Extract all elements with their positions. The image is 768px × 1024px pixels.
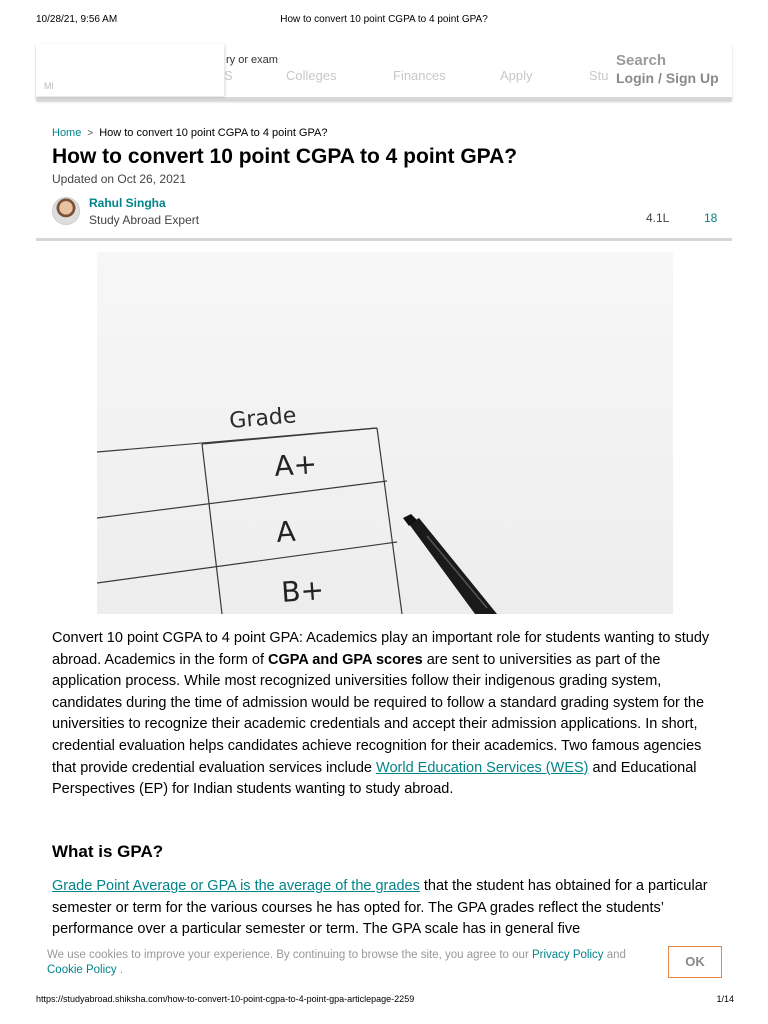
- intro-text-1: Convert 10 point CGPA to 4 point GPA: Academics play an important role for students wanting to study abroad. Academics in the form of: [52, 630, 710, 668]
- comment-count-link[interactable]: 18: [704, 211, 718, 225]
- hero-image: [97, 252, 673, 614]
- breadcrumb: [52, 127, 327, 139]
- privacy-policy-link[interactable]: Privacy Policy: [531, 949, 604, 961]
- cookie-message: [47, 948, 627, 978]
- search-button[interactable]: Search: [616, 52, 667, 69]
- cookie-text: We use cookies to improve your experience. By continuing to browse the site, you agree to our: [47, 949, 532, 961]
- intro-text-3: and Educational Perspectives (EP) for Indian students wanting to study abroad.: [52, 759, 697, 798]
- site-navbar: [36, 44, 732, 104]
- cookie-consent-bar: [36, 940, 732, 992]
- section-heading-what-is-gpa: What is GPA?: [52, 842, 164, 861]
- gpa-paragraph: [52, 876, 712, 941]
- article-intro: [52, 628, 712, 801]
- author-role: Study Abroad Expert: [89, 213, 200, 227]
- author-name-link[interactable]: Rahul Singha: [89, 196, 166, 210]
- cookie-ok-button[interactable]: OK: [668, 946, 722, 978]
- print-page-number: 1/14: [716, 994, 734, 1004]
- grade-heading-text: Grade: [228, 403, 298, 434]
- grade-b-plus-text: B+: [280, 573, 326, 609]
- navbar-divider: [36, 97, 732, 100]
- cookie-and: and: [603, 949, 626, 961]
- intro-paragraph: [52, 628, 712, 801]
- view-count: 4.1L: [646, 211, 670, 225]
- breadcrumb-chevron-icon: >: [87, 128, 94, 139]
- nav-item-colleges[interactable]: Colleges: [286, 68, 337, 83]
- login-signup-link[interactable]: Login / Sign Up: [616, 70, 719, 86]
- nav-item-ghost-0[interactable]: S: [224, 68, 233, 83]
- grade-a-text: A: [275, 514, 297, 549]
- cookie-policy-link[interactable]: Cookie Policy: [47, 964, 117, 976]
- nav-item-apply[interactable]: Apply: [500, 68, 533, 83]
- print-footer-url: https://studyabroad.shiksha.com/how-to-convert-10-point-cgpa-to-4-point-gpa-articlepage-2259: [36, 994, 415, 1004]
- cookie-end: .: [116, 964, 124, 976]
- grade-a-plus-text: A+: [273, 447, 319, 483]
- gpa-text: that the student has obtained for a particular semester or term for the various courses he has opted for. The GPA grades reflect the students’ performance over a particular semester or term. The GPA scale has in general five: [52, 878, 708, 938]
- gpa-definition-link[interactable]: Grade Point Average or GPA is the average of the grades: [52, 878, 420, 894]
- meta-divider: [36, 238, 732, 241]
- intro-bold-cgpa: CGPA and GPA scores: [268, 651, 423, 668]
- breadcrumb-current: How to convert 10 point CGPA to 4 point GPA?: [99, 127, 328, 139]
- print-datetime: 10/28/21, 9:56 AM: [36, 14, 118, 25]
- grade-sheet-illustration: [97, 252, 673, 614]
- search-input-placeholder[interactable]: ry or exam: [226, 54, 278, 66]
- nav-item-students[interactable]: Stu: [589, 68, 609, 83]
- print-footer: [0, 994, 768, 1008]
- updated-date: Updated on Oct 26, 2021: [52, 172, 187, 186]
- menu-panel: [36, 44, 224, 96]
- wes-link[interactable]: World Education Services (WES): [376, 759, 589, 776]
- menu-faint-label: Ml: [44, 81, 54, 91]
- nav-item-finances[interactable]: Finances: [393, 68, 446, 83]
- intro-text-2: are sent to universities as part of the application process. While most recognized universities follow their indigenous grading system, candidates during the time of admission would be required to follow a standard grading system for the universities to recognize their academic credentials and accept their admission applications. In short, credential evaluation helps candidates achieve recognition for their academics. Two famous agencies that provide credential evaluation services include: [52, 651, 705, 776]
- print-doc-title: How to convert 10 point CGPA to 4 point GPA?: [280, 14, 488, 25]
- avatar[interactable]: [52, 197, 80, 225]
- author-row: [52, 196, 716, 228]
- breadcrumb-home-link[interactable]: Home: [52, 127, 82, 139]
- page-title: How to convert 10 point CGPA to 4 point GPA?: [52, 145, 518, 168]
- print-header: [0, 14, 768, 30]
